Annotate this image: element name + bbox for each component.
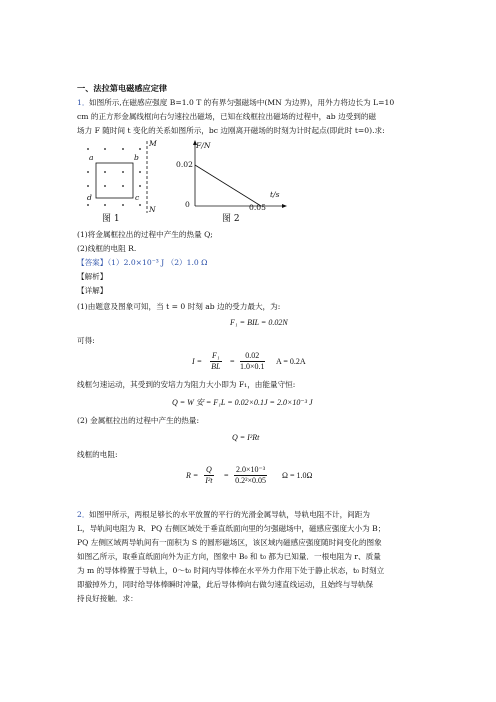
problem2-number: 2． — [77, 510, 90, 519]
equation-5-denominator-2: 0.2²×0.05 — [235, 476, 267, 485]
equation-5-fraction-2 — [234, 465, 267, 486]
equation-2-numerator-1: F₁ — [212, 351, 220, 360]
equation-2-denominator-1: BL — [211, 362, 221, 371]
detail-tag: 【详解】 — [77, 286, 108, 295]
fig1-caption: 图 1 — [102, 214, 120, 224]
fig1-label-M: M — [149, 139, 157, 148]
answer: 【答案】（1）2.0×10⁻³ J （2）1.0 Ω — [77, 258, 208, 267]
equation-5-equals: = — [224, 471, 229, 480]
fig2-ylabel: F/N — [196, 141, 211, 150]
equation-5-numerator-1: Q — [206, 465, 212, 474]
question-1: (1)将金属框拉出的过程中产生的热量 Q; — [77, 230, 213, 239]
fig1-label-b: b — [134, 153, 139, 162]
problem2-line6: 即撤掉外力，同时给导体棒瞬时冲量，此后导体棒向右做匀速直线运动，且始终与导轨保 — [77, 580, 374, 589]
problem1-line3: 场力 F 随时间 t 变化的关系如图所示，bc 边刚离开磁场的时刻为计时起点(即此时 t=0).求: — [77, 126, 385, 135]
problem2-line2: L，导轨间电阻为 R．PQ 右侧区域处于垂直纸面向里的匀强磁场中，磁感应强度大小为 B； — [77, 524, 386, 533]
fig2-xlabel: t/s — [270, 190, 280, 199]
equation-2-equals: = — [230, 357, 235, 366]
fig1-label-c: c — [135, 193, 140, 202]
problem1-line1: 如图所示,在磁感应强度 B=1.0 T 的有界匀强磁场中(MN 为边界)，用外力将边长为 L=10 — [89, 98, 395, 107]
equation-2-fraction-1 — [210, 351, 222, 372]
equation-2-numerator-2: 0.02 — [240, 351, 265, 362]
equation-2-denominator-2: 1.0×0.1 — [240, 362, 265, 371]
analysis-tag: 【解析】 — [77, 272, 108, 281]
problem2-line7: 持良好接触．求： — [77, 594, 138, 603]
problem1-line2: cm 的正方形金属线框向右匀速拉出磁场，已知在线框拉出磁场的过程中，ab 边受到的磁 — [77, 112, 377, 121]
detail-step-4: (2) 金属框拉出的过程中产生的热量: — [77, 416, 200, 425]
detail-step-2: 可得: — [77, 336, 95, 345]
equation-5-fraction-1 — [204, 465, 214, 486]
detail-step-1: (1)由题意及图象可知，当 t = 0 时刻 ab 边的受力最大，为: — [77, 302, 281, 311]
equation-5-denominator-1: I²t — [205, 476, 213, 485]
problem2-line3: PQ 左侧区域两导轨间有一面积为 S 的圆形磁场区，该区域内磁感应强度随时间变化的图象 — [77, 538, 382, 547]
problem2-line5: 为 m 的导体棒置于导轨上，0～t₀ 时间内导体棒在水平外力作用下处于静止状态，t₀ 时刻立 — [77, 566, 385, 575]
fig1-label-d: d — [87, 193, 92, 202]
equation-5-rhs: Ω = 1.0Ω — [282, 471, 313, 480]
fig2-y-tick: 0.02 — [176, 160, 193, 169]
question-2: (2)线框的电阻 R. — [77, 244, 137, 253]
problem1-number: 1． — [77, 98, 90, 107]
equation-2-lhs: I = — [192, 357, 203, 366]
equation-5-lhs: R = — [186, 471, 199, 480]
fig2-x-tick: 0.05 — [249, 203, 266, 212]
fig1-label-a: a — [89, 153, 94, 162]
equation-1: F₁ = BIL = 0.02N — [230, 318, 288, 327]
problem2-line4: 如图乙所示，取垂直纸面向外为正方向，图象中 B₀ 和 t₀ 都为已知量．一根电阻为 r、质量 — [77, 552, 381, 561]
equation-3: Q = W 安 = F₁L = 0.02×0.1J = 2.0×10⁻³ J — [172, 398, 313, 407]
fig2-caption: 图 2 — [222, 214, 240, 224]
detail-step-5: 线框的电阻: — [77, 450, 118, 459]
section-title: 一、法拉第电磁感应定律 — [77, 83, 168, 93]
detail-step-3: 线框匀速运动，其受到的安培力为阻力大小即为 F₁，由能量守恒: — [77, 380, 296, 389]
equation-4: Q = I²Rt — [232, 433, 260, 442]
problem2-line1: 如图甲所示，两根足够长的水平放置的平行的光滑金属导轨，导轨电阻不计，间距为 — [89, 510, 370, 519]
fig1-label-N: N — [149, 205, 156, 214]
equation-5-numerator-2: 2.0×10⁻³ — [236, 465, 266, 474]
equation-2-fraction-2 — [240, 351, 265, 372]
equation-2-rhs: A = 0.2A — [276, 357, 306, 366]
fig2-origin: 0 — [185, 200, 190, 209]
